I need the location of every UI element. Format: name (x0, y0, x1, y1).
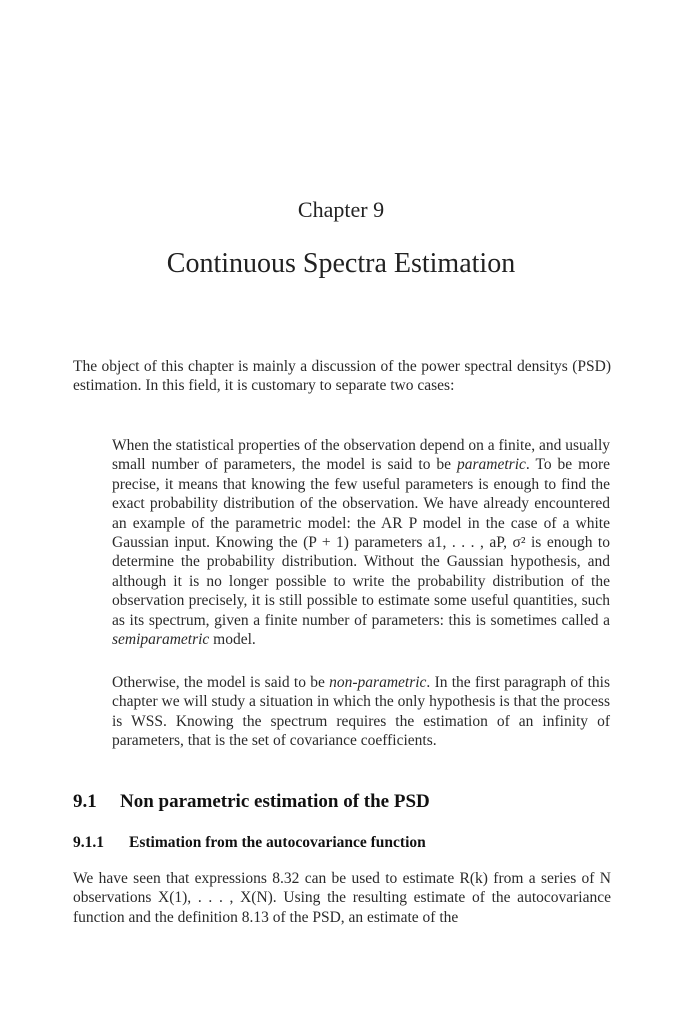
subsection-heading (73, 834, 613, 852)
chapter-title: Continuous Spectra Estimation (166, 248, 516, 279)
case-parametric-text-c: model. (209, 631, 256, 649)
case-parametric-text-a: When the statistical properties of the observation depend on a finite, and usually small number of parameters, the model is said to be (112, 437, 611, 474)
semiparametric-term: semiparametric (112, 631, 210, 649)
body-paragraph: We have seen that expressions 8.32 can be used to estimate R(k) from a series of N observations X(1), . . . , X(N). Using the resulting estimate of the autocovariance function and the definition 8.13 of the PSD, an estimate of the (73, 870, 611, 926)
case-parametric-paragraph (112, 436, 610, 649)
case-nonparametric-text-b: . In the first paragraph of this chapter we will study a situation in which the only hypothesis is that the process is WSS. Knowing the spectrum requires the estimation of an infinity of parameters, that is the set of covariance coefficients. (112, 674, 610, 750)
case-nonparametric-paragraph (112, 673, 610, 751)
subsection-title: Estimation from the autocovariance function (129, 834, 426, 851)
chapter-label: Chapter 9 (297, 197, 385, 222)
parametric-term: parametric (457, 456, 526, 474)
case-parametric-text-b: . To be more precise, it means that knowing the few useful parameters is enough to find the exact probability distribution of the observation. We have already encountered an example of the parametric model: the AR P model in the case of a white Gaussian input. Knowing the (P + 1) parameters a1, . . . , aP, σ² is enough to determine the probability distribution. Without the Gaussian hypothesis, and although it is no longer possible to write the probability distribution of the observation precisely, it is still possible to estimate some useful quantities, such as its spectrum, given a finite number of parameters: this is sometimes called a (112, 456, 610, 629)
section-heading (73, 791, 613, 813)
non-parametric-term: non-parametric (329, 674, 427, 691)
section-number: 9.1 (73, 791, 97, 812)
case-nonparametric-text-a: Otherwise, the model is said to be (112, 674, 330, 691)
section-title: Non parametric estimation of the PSD (120, 791, 430, 812)
subsection-number: 9.1.1 (73, 834, 104, 851)
intro-paragraph: The object of this chapter is mainly a discussion of the power spectral densitys (PSD) estimation. In this field, it is customary to separate two cases: (73, 358, 611, 395)
